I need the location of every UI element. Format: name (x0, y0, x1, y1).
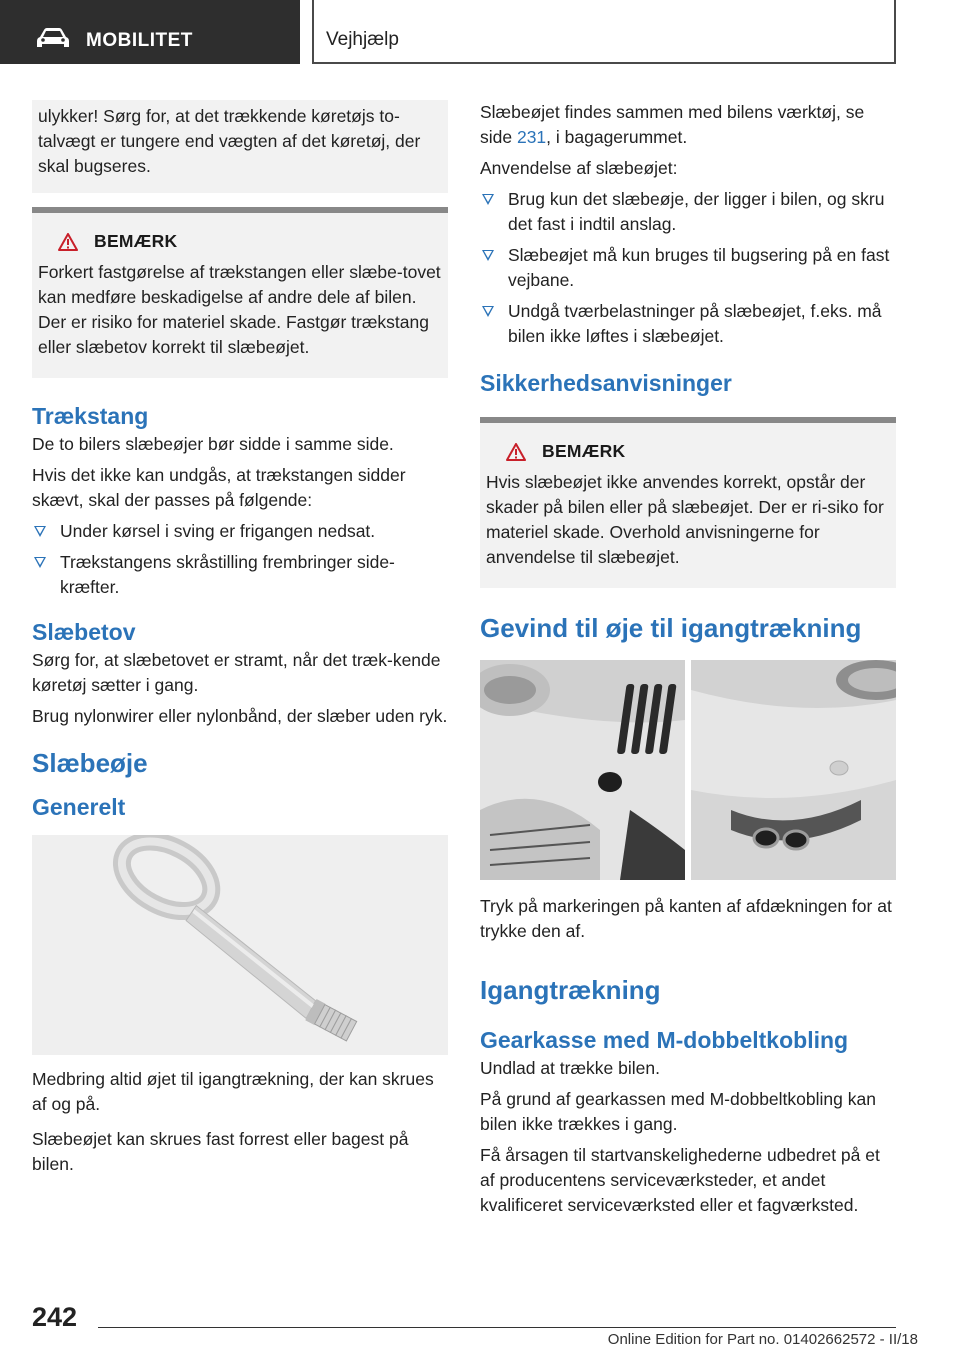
list-item-text: Slæbeøjet må kun bruges til bugsering på en fast vejbane. (508, 245, 890, 290)
list-item-text: Trækstangens skråstilling frembringer side-kræfter. (60, 552, 395, 597)
notice-text: Forkert fastgørelse af trækstangen eller slæbe-tovet kan medføre beskadigelse af andre dele af bilen. Der er risiko for materiel skade. Fastgør trækstang eller slæbetov korrekt til slæbeøjet. (38, 262, 441, 357)
paragraph: Tryk på markeringen på kanten af afdækningen for at trykke den af. (480, 896, 892, 941)
front-bumper-image (480, 660, 685, 880)
heading-trakstang: Trækstang (32, 403, 149, 429)
notice-box (480, 417, 896, 588)
notice-box (32, 207, 448, 378)
tow-eye-illustration (32, 835, 448, 1055)
left-column (32, 100, 448, 1177)
paragraph: Hvis det ikke kan undgås, at trækstangen sidder skævt, skal der passes på følgende: (32, 465, 406, 510)
section-tab (0, 0, 300, 64)
notice-header (486, 441, 890, 462)
triangle-bullet-icon (482, 250, 494, 261)
heading-slaebetov: Slæbetov (32, 619, 136, 645)
right-column (480, 100, 896, 1218)
heading-safety: Sikkerhedsanvisninger (480, 370, 732, 396)
bullet-list (32, 519, 448, 600)
edition-text: Online Edition for Part no. 01402662572 - II/18 (607, 1331, 918, 1348)
section-label: MOBILITET (86, 30, 193, 51)
page-header (0, 0, 960, 66)
car-icon (36, 27, 70, 49)
text-span: , i bagagerummet. (546, 127, 688, 147)
triangle-bullet-icon (482, 194, 494, 205)
list-item-text: Under kørsel i sving er frigangen nedsat. (60, 521, 376, 541)
warning-icon (58, 233, 78, 251)
paragraph: Brug nylonwirer eller nylonbånd, der slæber uden ryk. (32, 706, 448, 726)
chapter-box (312, 0, 896, 64)
triangle-bullet-icon (482, 306, 494, 317)
triangle-bullet-icon (34, 557, 46, 568)
notice-text: Hvis slæbeøjet ikke anvendes korrekt, opstår der skader på bilen eller på slæbeøjet. Der er ri-siko for materiel skade. Overhold anvisningerne for anvendelse til slæbeøjet. (486, 472, 884, 567)
notice-title: BEMÆRK (94, 231, 178, 251)
tow-eye-image (32, 835, 448, 1055)
paragraph: Sørg for, at slæbetovet er stramt, når det træk-kende køretøj sætter i gang. (32, 650, 441, 695)
paragraph: Undlad at trække bilen. (480, 1058, 660, 1078)
heading-gearkasse: Gearkasse med M-dobbeltkobling (480, 1027, 849, 1053)
list-item (480, 187, 896, 237)
paragraph: Slæbeøjet kan skrues fast forrest eller bagest på bilen. (32, 1129, 409, 1174)
paragraph (480, 100, 896, 150)
warning-icon (506, 443, 526, 461)
paragraph: På grund af gearkassen med M-dobbeltkobling kan bilen ikke trækkes i gang. (480, 1089, 876, 1134)
notice-title: BEMÆRK (542, 441, 626, 461)
list-item (32, 550, 448, 600)
page-number: 242 (32, 1302, 78, 1332)
paragraph: Få årsagen til startvanskelighederne udbedret på et af producentens serviceværksteder, et andet kvalificeret serviceværksted eller et fagværksted. (480, 1145, 880, 1215)
list-item (32, 519, 448, 544)
list-item (480, 299, 896, 349)
list-item-text: Brug kun det slæbeøje, der ligger i bilen, og skru det fast i indtil anslag. (508, 189, 885, 234)
intro-text: ulykker! Sørg for, at det trækkende køretøjs to-talvægt er tungere end vægten af det køretøj, der skal bugseres. (38, 106, 421, 176)
paragraph: De to bilers slæbeøjer bør sidde i samme side. (32, 434, 394, 454)
paragraph: Anvendelse af slæbeøjet: (480, 158, 678, 178)
heading-slaebeoje: Slæbeøje (32, 748, 148, 778)
bullet-list (480, 187, 896, 349)
text-span: Slæbeøjet findes sammen med bilens værktøj, se side (480, 102, 865, 147)
bumper-photos (480, 660, 896, 880)
heading-igangtraekning: Igangtrækning (480, 975, 661, 1005)
intro-box (32, 100, 448, 193)
page-link[interactable]: 231 (516, 127, 547, 147)
chapter-label: Vejhjælp (326, 29, 399, 50)
list-item-text: Undgå tværbelastninger på slæbeøjet, f.eks. må bilen ikke løftes i slæbeøjet. (508, 301, 882, 346)
paragraph: Medbring altid øjet til igangtrækning, der kan skrues af og på. (32, 1069, 434, 1114)
triangle-bullet-icon (34, 526, 46, 537)
notice-header (38, 231, 442, 252)
list-item (480, 243, 896, 293)
heading-gevind: Gevind til øje til igangtrækning (480, 613, 862, 643)
rear-bumper-image (691, 660, 896, 880)
subheading-generelt: Generelt (32, 794, 126, 820)
footer-divider (98, 1327, 896, 1328)
